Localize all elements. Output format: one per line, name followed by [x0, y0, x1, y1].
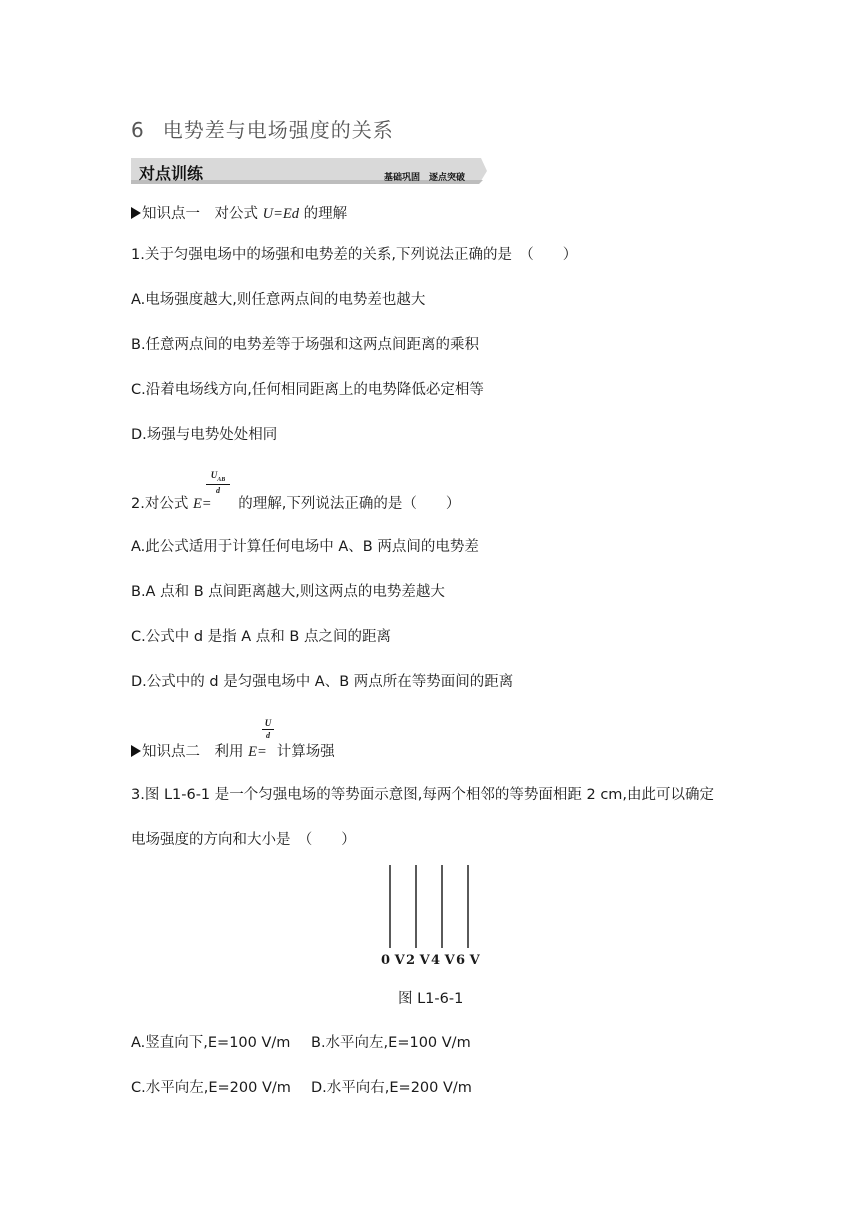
- triangle-bullet-icon: [131, 745, 141, 757]
- section-title-text: 电势差与电场强度的关系: [162, 118, 394, 142]
- q3-option-c: C.水平向左,E=200 V/m: [131, 1080, 291, 1096]
- kp2-label: 知识点二: [142, 744, 200, 760]
- figure-label-4v: 4 V: [431, 953, 455, 968]
- q2-formula-lhs: E=: [192, 496, 212, 512]
- q2-option-d: D.公式中的 d 是匀强电场中 A、B 两点所在等势面间的距离: [131, 674, 514, 690]
- figure-caption: 图 L1-6-1: [398, 991, 464, 1007]
- kp1-label: 知识点一: [142, 206, 200, 222]
- kp1-text-post: 的理解: [298, 206, 348, 222]
- q3-option-a: A.竖直向下,E=100 V/m: [131, 1035, 291, 1051]
- figure-label-0v: 0 V: [381, 953, 405, 968]
- q1-option-b: B.任意两点间的电势差等于场强和这两点间距离的乘积: [131, 337, 480, 353]
- q2-frac-denominator: d: [216, 485, 220, 495]
- q3-option-b: B.水平向左,E=100 V/m: [311, 1035, 471, 1051]
- kp2-text-post: 计算场强: [276, 744, 335, 760]
- figure-label-6v: 6 V: [456, 953, 480, 968]
- q2-option-a: A.此公式适用于计算任何电场中 A、B 两点间的电势差: [131, 539, 479, 555]
- q2-frac-numerator-sub: AB: [217, 476, 226, 483]
- q2-frac-numerator: U: [210, 470, 218, 480]
- kp2-formula-fraction: [262, 718, 274, 740]
- q2-option-c: C.公式中 d 是指 A 点和 B 点之间的距离: [131, 629, 391, 645]
- triangle-bullet-icon: [131, 207, 141, 219]
- kp2-text-pre: 利用: [214, 744, 249, 760]
- q1-stem: 1.关于匀强电场中的场强和电势差的关系,下列说法正确的是 （ ）: [131, 247, 578, 263]
- q2-option-b: B.A 点和 B 点间距离越大,则这两点的电势差越大: [131, 584, 445, 600]
- section-title: [131, 114, 394, 143]
- kp2-frac-numerator: U: [264, 718, 272, 728]
- equipotential-figure: [370, 862, 490, 952]
- banner-title: 对点训练: [139, 164, 204, 183]
- kp2-formula-lhs: E=: [248, 744, 267, 760]
- q2-formula-fraction: [206, 470, 230, 495]
- q1-option-d: D.场强与电势处处相同: [131, 427, 278, 443]
- knowledge-point-1: [131, 202, 347, 223]
- figure-label-2v: 2 V: [406, 953, 430, 968]
- kp1-text-pre: 对公式: [214, 206, 263, 222]
- q3-stem-line1: 3.图 L1-6-1 是一个匀强电场的等势面示意图,每两个相邻的等势面相距 2 cm,由此可以确定: [131, 787, 715, 803]
- kp2-frac-denominator: d: [266, 731, 270, 740]
- q1-option-a: A.电场强度越大,则任意两点间的电势差也越大: [131, 292, 426, 308]
- section-number: 6: [131, 118, 145, 142]
- q1-option-c: C.沿着电场线方向,任何相同距离上的电势降低必定相等: [131, 382, 484, 398]
- q2-stem-pre: 2.对公式: [131, 496, 193, 512]
- banner-subtitle: 基础巩固 逐点突破: [384, 173, 466, 183]
- kp1-formula: U=Ed: [262, 206, 299, 222]
- q2-stem-post: 的理解,下列说法正确的是（ ）: [233, 496, 461, 512]
- knowledge-point-2: [131, 740, 335, 761]
- q3-option-d: D.水平向右,E=200 V/m: [311, 1080, 472, 1096]
- q3-stem-line2: 电场强度的方向和大小是 （ ）: [131, 832, 356, 848]
- q2-stem: [131, 492, 460, 513]
